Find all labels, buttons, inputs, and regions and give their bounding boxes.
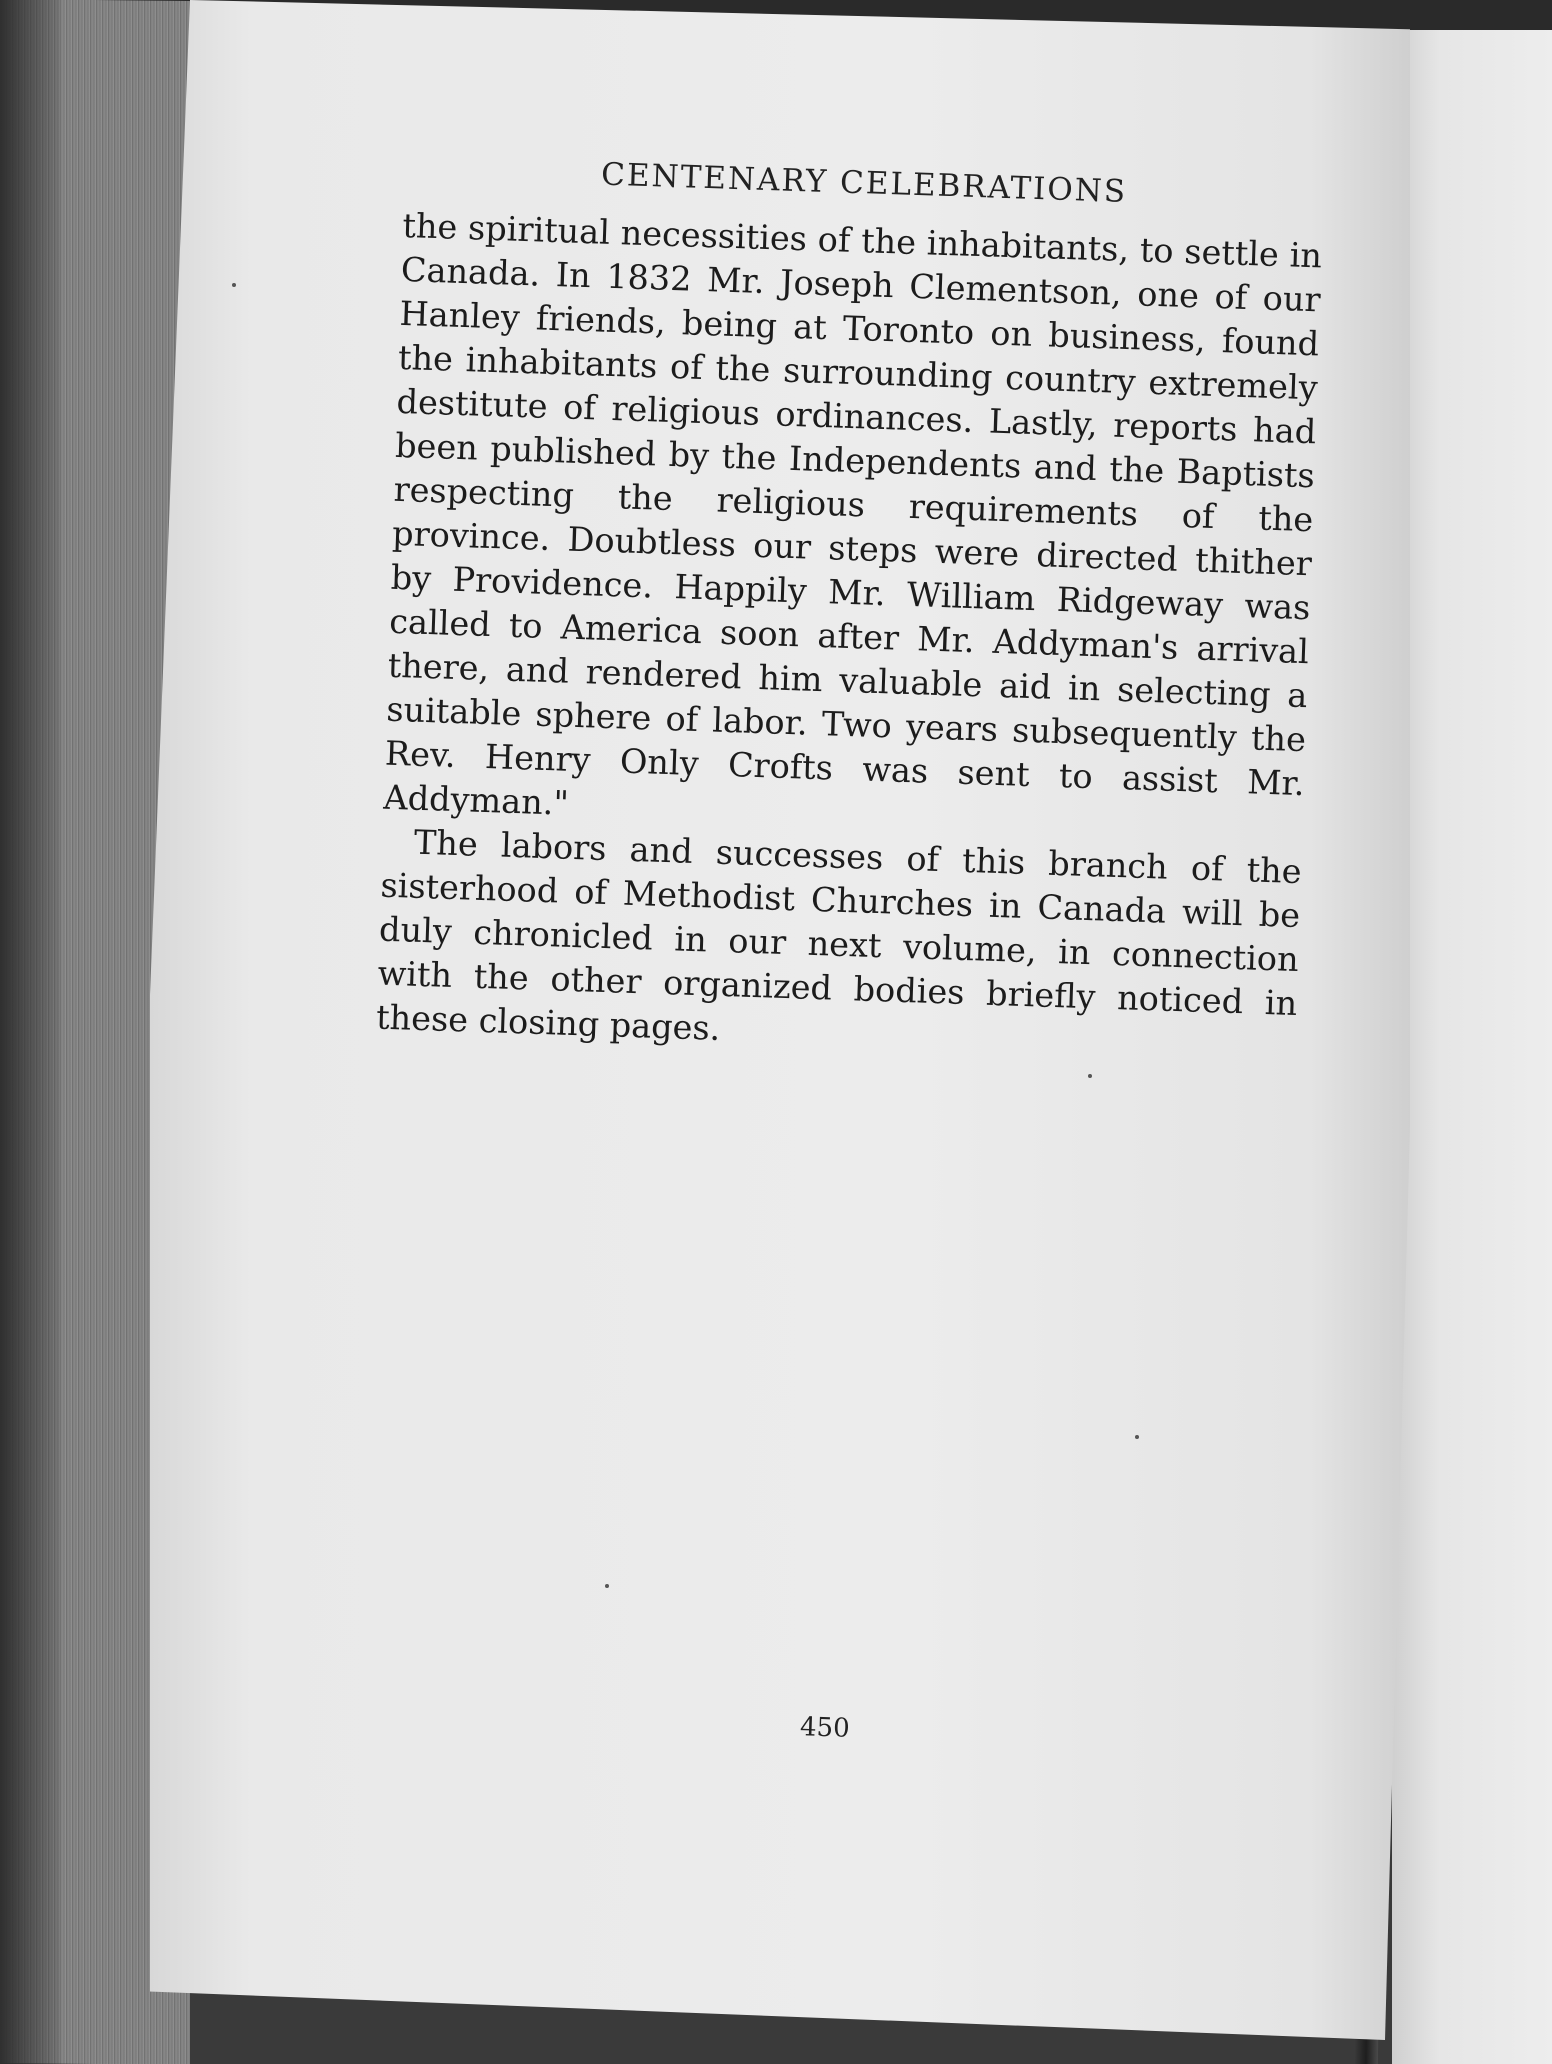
paper-speck bbox=[605, 1584, 609, 1588]
paragraph: the spiritual necessities of the inhabitants, to settle in Canada. In 1832 Mr. Joseph Clementson, one of our Hanley friends, being at Toronto on business, found the inhabitants of the surrounding country extremely destitute of religious ordinances. Lastly, reports had been published by the Independents and the Baptists respecting the religious requirements of the province. Doubtless our steps were directed thither by Providence. Happily Mr. William Ridgeway was called to America soon after Mr. Addyman's arrival there, and rendered him valuable aid in selecting a suitable sphere of labor. Two years subsequently the Rev. Henry Only Crofts was sent to assist Mr. Addyman." bbox=[382, 205, 1323, 823]
page-block-shadow bbox=[0, 0, 60, 2064]
page-content bbox=[375, 150, 1324, 1070]
running-head: CENTENARY CELEBRATIONS bbox=[600, 156, 1128, 210]
body-text bbox=[375, 204, 1322, 1070]
page-number: 450 bbox=[799, 1712, 851, 1744]
paper-speck bbox=[1135, 1435, 1139, 1439]
paragraph: The labors and successes of this branch of the sisterhood of Methodist Churches in Canada will be duly chronicled in our next volume, in connection with the other organized bodies briefly noticed in these closing pages. bbox=[375, 822, 1303, 1048]
paper-speck bbox=[1088, 1074, 1092, 1078]
paper-speck bbox=[232, 283, 236, 287]
facing-page-edge bbox=[1392, 30, 1552, 2064]
